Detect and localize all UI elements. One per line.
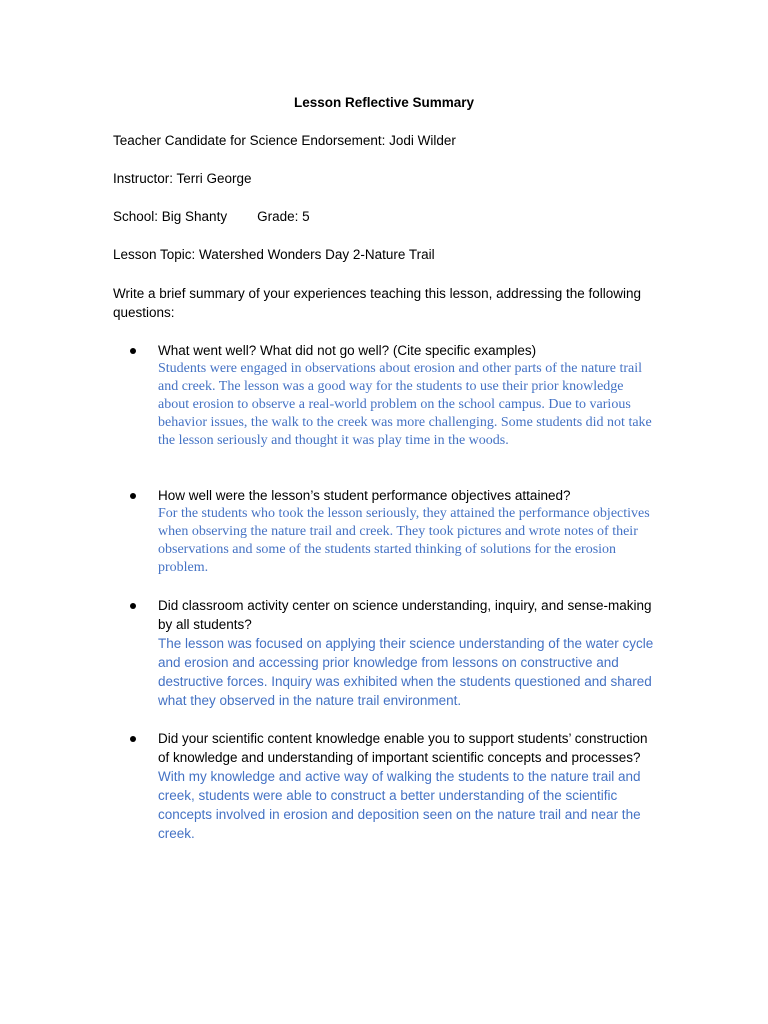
instructions-paragraph: Write a brief summary of your experiences teaching this lesson, addressing the following questions:	[113, 286, 642, 320]
list-item	[130, 341, 670, 450]
list-item	[130, 486, 670, 577]
question-text: Did classroom activity center on science understanding, inquiry, and sense-making by all students?	[158, 598, 652, 632]
bullet-icon	[130, 603, 136, 609]
instructor-line: Instructor: Terri George	[113, 171, 252, 186]
question-text: How well were the lesson’s student performance objectives attained?	[158, 488, 571, 503]
grade-label: Grade: 5	[257, 209, 310, 224]
answer-text: The lesson was focused on applying their science understanding of the water cycle and erosion and accessing prior knowledge from lessons on constructive and destructive forces. Inquiry was exhibited when the students questioned and shared what they observed in the nature trail environment.	[158, 636, 654, 708]
answer-text: For the students who took the lesson seriously, they attained the performance objectives when observing the nature trail and creek. They took pictures and wrote notes of their observations and some of the students started thinking of solutions for the erosion problem.	[158, 506, 650, 575]
teacher-candidate-line: Teacher Candidate for Science Endorsement: Jodi Wilder	[113, 133, 456, 148]
document-title: Lesson Reflective Summary	[293, 95, 475, 110]
question-text: What went well? What did not go well? (Cite specific examples)	[158, 343, 537, 358]
school-grade-line	[113, 208, 310, 226]
bullet-icon	[130, 493, 136, 499]
bullet-icon	[130, 736, 136, 742]
answer-text: Students were engaged in observations about erosion and other parts of the nature trail and creek. The lesson was a good way for the students to use their prior knowledge about erosion to observe a real-world problem on the school campus. Due to various behavior issues, the walk to the creek was more challenging. Some students did not take the lesson seriously and thought it was play time in the woods.	[158, 361, 652, 448]
answer-text: With my knowledge and active way of walking the students to the nature trail and creek, students were able to construct a better understanding of the scientific concepts involved in erosion and deposition seen on the nature trail and near the creek.	[158, 769, 641, 841]
school-label: School: Big Shanty	[113, 209, 228, 224]
bullet-icon	[130, 348, 136, 354]
lesson-topic-line: Lesson Topic: Watershed Wonders Day 2-Nature Trail	[113, 247, 435, 262]
question-text: Did your scientific content knowledge enable you to support students’ construction of knowledge and understanding of important scientific concepts and processes?	[158, 731, 648, 765]
list-item	[130, 729, 670, 843]
list-item	[130, 596, 670, 710]
